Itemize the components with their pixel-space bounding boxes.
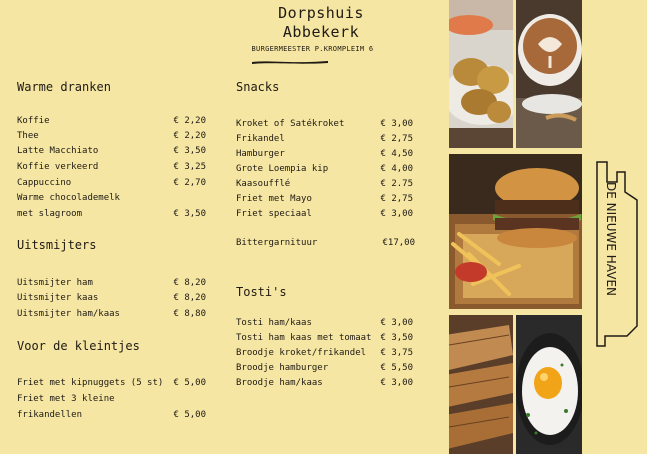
menu-item: Thee € 2,20	[17, 131, 206, 141]
section-title-warme-dranken: Warme dranken	[17, 80, 111, 94]
menu-item: Tosti ham kaas met tomaat € 3,50	[236, 333, 413, 343]
menu-item: Broodje kroket/frikandel € 3,75	[236, 348, 413, 358]
menu-item: Kaasoufflé € 2.75	[236, 179, 413, 189]
fried-snacks-photo	[449, 0, 513, 148]
menu-item: Grote Loempia kip € 4,00	[236, 164, 413, 174]
toasted-sandwich-photo	[449, 315, 513, 454]
menu-item: Koffie verkeerd € 3,25	[17, 162, 206, 172]
menu-item: Friet met Mayo € 2,75	[236, 194, 413, 204]
menu-item: Cappuccino € 2,70	[17, 178, 206, 188]
menu-item: frikandellen € 5,00	[17, 410, 206, 420]
section-title-snacks: Snacks	[236, 80, 280, 94]
menu-item: Broodje hamburger € 5,50	[236, 363, 413, 373]
venue-title-line2: Abbekerk	[282, 23, 360, 41]
section-title-tostis: Tosti's	[236, 285, 287, 299]
photo-column	[449, 0, 582, 454]
de-nieuwe-haven-logo: DE NIEUWE HAVEN	[585, 160, 645, 350]
latte-art-coffee-photo	[516, 0, 582, 148]
menu-item: Tosti ham/kaas € 3,00	[236, 318, 413, 328]
menu-item: Warme chocolademelk	[17, 193, 120, 203]
menu-item: Latte Macchiato € 3,50	[17, 146, 206, 156]
menu-item: Kroket of Satékroket € 3,00	[236, 119, 413, 129]
menu-item: Broodje ham/kaas € 3,00	[236, 378, 413, 388]
burger-and-fries-photo	[449, 154, 582, 309]
menu-item: Hamburger € 4,50	[236, 149, 413, 159]
brush-underline-icon	[250, 58, 330, 66]
menu-item: Frikandel € 2,75	[236, 134, 413, 144]
venue-address: BURGERMEESTER P.KROMPLEIM 6	[251, 45, 374, 53]
menu-item: met slagroom € 3,50	[17, 209, 206, 219]
menu-item: Friet speciaal € 3,00	[236, 209, 413, 219]
menu-item: Koffie € 2,20	[17, 116, 206, 126]
menu-item: Friet met 3 kleine	[17, 394, 115, 404]
menu-item: Uitsmijter ham/kaas € 8,80	[17, 309, 206, 319]
venue-title-line1: Dorpshuis	[278, 4, 364, 22]
section-title-kleintjes: Voor de kleintjes	[17, 339, 140, 353]
fried-egg-photo	[516, 315, 582, 454]
menu-item: Uitsmijter kaas € 8,20	[17, 293, 206, 303]
menu-item: Friet met kipnuggets (5 st) € 5,00	[17, 378, 206, 388]
menu-item: Uitsmijter ham € 8,20	[17, 278, 206, 288]
menu-item: Bittergarnituur €17,00	[236, 238, 415, 248]
section-title-uitsmijters: Uitsmijters	[17, 238, 97, 252]
